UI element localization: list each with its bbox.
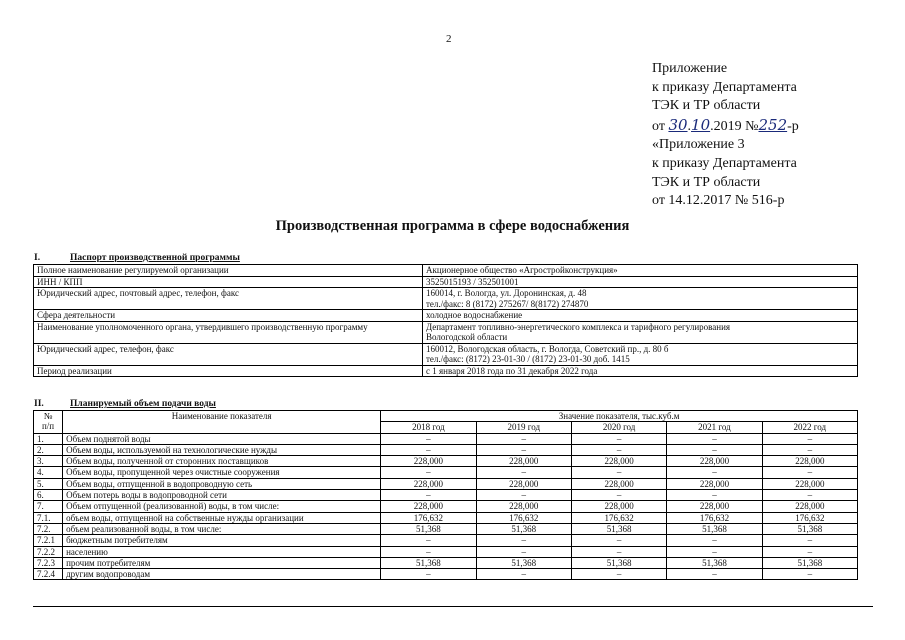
row-name: Объем воды, полученной от сторонних поставщиков — [63, 456, 381, 467]
table-row — [34, 546, 858, 557]
passport-label: Сфера деятельности — [34, 310, 423, 322]
value-cell: – — [571, 535, 666, 546]
header-name: Наименование показателя — [63, 411, 381, 434]
year-header: 2021 год — [667, 422, 762, 433]
value-cell: – — [762, 490, 857, 501]
value-cell: 228,000 — [667, 456, 762, 467]
passport-value — [423, 276, 858, 288]
table-row — [34, 490, 858, 501]
value-cell: – — [571, 433, 666, 444]
section-title: Паспорт производственной программы — [70, 253, 240, 263]
value-cell: – — [667, 546, 762, 557]
row-name: населению — [63, 546, 381, 557]
value-cell: – — [381, 467, 476, 478]
approval-line: от 14.12.2017 № 516-р — [652, 193, 785, 209]
row-number: 7.2. — [34, 523, 63, 534]
passport-label: Период реализации — [34, 365, 423, 377]
value-cell: – — [571, 490, 666, 501]
value-cell: 51,368 — [381, 557, 476, 568]
table-row — [34, 512, 858, 523]
value-cell: – — [667, 569, 762, 580]
approval-line: Приложение — [652, 61, 728, 76]
approval-line: к приказу Департамента — [652, 79, 797, 95]
value-cell: 228,000 — [381, 456, 476, 467]
value-cell: – — [476, 535, 571, 546]
value-cell: 51,368 — [476, 523, 571, 534]
value-cell: 228,000 — [762, 478, 857, 489]
passport-value-line: 160012, Вологодская область, г. Вологда, Советский пр., д. 80 б — [426, 343, 669, 354]
date-year: .2019 № — [710, 118, 759, 134]
row-number: 3. — [34, 456, 63, 467]
passport-value — [423, 310, 858, 322]
date-dot: . — [687, 118, 692, 134]
passport-value — [423, 343, 858, 365]
value-cell: – — [667, 490, 762, 501]
table-row — [34, 535, 858, 546]
value-cell: – — [571, 569, 666, 580]
value-cell: 228,000 — [476, 501, 571, 512]
row-number: 6. — [34, 490, 63, 501]
value-cell: – — [381, 569, 476, 580]
passport-value-line: 3525015193 / 352501001 — [426, 276, 519, 287]
row-number: 4. — [34, 467, 63, 478]
value-cell: – — [762, 569, 857, 580]
passport-value-line: Акционерное общество «Агростройконструкция» — [426, 265, 618, 275]
passport-value-line: тел./факс: (8172) 23-01-30 / (8172) 23-01-30 доб. 1415 — [426, 354, 630, 364]
row-number: 5. — [34, 478, 63, 489]
row-name: Объем воды, отпущенной в водопроводную сеть — [63, 478, 381, 489]
table-row — [34, 365, 858, 377]
passport-table — [33, 264, 858, 377]
row-name: Объем поднятой воды — [63, 433, 381, 444]
value-cell: 51,368 — [381, 523, 476, 534]
table-row — [34, 343, 858, 365]
passport-value-line: холодное водоснабжение — [426, 310, 523, 320]
passport-value — [423, 321, 858, 343]
value-cell: – — [762, 535, 857, 546]
section-number: I. — [34, 253, 41, 263]
row-name: объем реализованной воды, в том числе: — [63, 523, 381, 534]
passport-value — [423, 265, 858, 277]
section-title: Планируемый объем подачи воды — [70, 399, 216, 409]
section-1-heading — [34, 253, 240, 263]
value-cell: 51,368 — [571, 557, 666, 568]
passport-value — [423, 365, 858, 377]
value-cell: – — [381, 490, 476, 501]
passport-label: Юридический адрес, почтовый адрес, телефон, факс — [34, 288, 423, 310]
value-cell: – — [667, 433, 762, 444]
approval-line: ТЭК и ТР области — [652, 174, 761, 190]
handwritten-number: 252 — [758, 115, 788, 134]
row-name: Объем воды, пропущенной через очистные сооружения — [63, 467, 381, 478]
table-row — [34, 456, 858, 467]
row-name: бюджетным потребителям — [63, 535, 381, 546]
value-cell: – — [381, 546, 476, 557]
value-cell: 228,000 — [571, 478, 666, 489]
header-num-line: п/п — [41, 421, 55, 432]
passport-value-line: тел./факс: 8 (8172) 275267/ 8(8172) 274870 — [426, 298, 589, 309]
value-cell: 51,368 — [762, 557, 857, 568]
handwritten-day: 30 — [668, 115, 688, 134]
value-cell: – — [476, 433, 571, 444]
value-cell: 51,368 — [762, 523, 857, 534]
header-num-line: № — [43, 411, 53, 421]
year-header: 2018 год — [381, 422, 476, 433]
value-cell: 228,000 — [667, 478, 762, 489]
value-cell: 228,000 — [381, 501, 476, 512]
row-name: объем воды, отпущенной на собственные нужды организации — [63, 512, 381, 523]
table-row — [34, 557, 858, 568]
value-cell: – — [762, 467, 857, 478]
passport-value-line: Вологодской области — [426, 332, 508, 342]
value-cell: 176,632 — [571, 512, 666, 523]
value-cell: – — [476, 569, 571, 580]
table-row — [34, 501, 858, 512]
table-row — [34, 444, 858, 455]
value-cell: – — [762, 444, 857, 455]
value-cell: – — [381, 535, 476, 546]
approval-line: «Приложение 3 — [652, 137, 745, 153]
row-name: Объем отпущенной (реализованной) воды, в том числе: — [63, 501, 381, 512]
approval-line: к приказу Департамента — [652, 155, 797, 171]
value-cell: 51,368 — [667, 523, 762, 534]
value-cell: 176,632 — [762, 512, 857, 523]
passport-label: Наименование уполномоченного органа, утвердившего производственную программу — [34, 321, 423, 343]
row-number: 1. — [34, 433, 63, 444]
value-cell: – — [667, 444, 762, 455]
approval-date-line — [652, 116, 799, 137]
passport-label: ИНН / КПП — [34, 276, 423, 288]
page-number: 2 — [446, 33, 452, 45]
table-row — [34, 310, 858, 322]
value-cell: 228,000 — [762, 501, 857, 512]
value-cell: – — [476, 490, 571, 501]
value-cell: – — [476, 444, 571, 455]
row-name: другим водопроводам — [63, 569, 381, 580]
document-title: Производственная программа в сфере водоснабжения — [275, 218, 630, 234]
value-cell: – — [762, 433, 857, 444]
table-row — [34, 321, 858, 343]
bottom-rule — [33, 606, 873, 607]
value-cell: – — [476, 467, 571, 478]
passport-value — [423, 288, 858, 310]
table-row — [34, 478, 858, 489]
value-cell: 176,632 — [476, 512, 571, 523]
value-cell: 51,368 — [476, 557, 571, 568]
value-cell: – — [667, 535, 762, 546]
value-cell: – — [381, 444, 476, 455]
passport-value-line: с 1 января 2018 года по 31 декабря 2022 года — [426, 365, 598, 376]
handwritten-month: 10 — [691, 115, 711, 134]
value-cell: 51,368 — [667, 557, 762, 568]
value-cell: 228,000 — [476, 456, 571, 467]
section-2-heading — [34, 399, 216, 409]
value-cell: – — [571, 546, 666, 557]
passport-value-line: Департамент топливно-энергетического комплекса и тарифного регулирования — [426, 321, 731, 332]
value-cell: – — [667, 467, 762, 478]
passport-label: Полное наименование регулируемой организации — [34, 265, 423, 277]
date-prefix: от — [652, 118, 669, 134]
passport-label: Юридический адрес, телефон, факс — [34, 343, 423, 365]
value-cell: 176,632 — [667, 512, 762, 523]
passport-value-line: 160014, г. Вологда, ул. Доронинская, д. 48 — [426, 288, 587, 298]
approval-line: ТЭК и ТР области — [652, 98, 761, 114]
table-row — [34, 467, 858, 478]
value-cell: 228,000 — [476, 478, 571, 489]
table-row — [34, 433, 858, 444]
section-number: II. — [34, 399, 44, 409]
row-name: прочим потребителям — [63, 557, 381, 568]
header-number — [34, 411, 63, 434]
value-cell: 51,368 — [571, 523, 666, 534]
order-suffix: -р — [787, 118, 799, 134]
value-cell: 228,000 — [667, 501, 762, 512]
header-value: Значение показателя, тыс.куб.м — [381, 411, 858, 422]
table-row — [34, 276, 858, 288]
value-cell: – — [571, 467, 666, 478]
table-row — [34, 523, 858, 534]
value-cell: – — [762, 546, 857, 557]
water-volume-table — [33, 410, 858, 580]
year-header: 2022 год — [762, 422, 857, 433]
table-header-row — [34, 411, 858, 422]
value-cell: 228,000 — [762, 456, 857, 467]
value-cell: 228,000 — [571, 456, 666, 467]
table-row — [34, 288, 858, 310]
row-name: Объем потерь воды в водопроводной сети — [63, 490, 381, 501]
row-number: 7.2.3 — [34, 557, 63, 568]
table-row — [34, 265, 858, 277]
row-number: 2. — [34, 444, 63, 455]
value-cell: – — [381, 433, 476, 444]
row-number: 7. — [34, 501, 63, 512]
row-number: 7.2.4 — [34, 569, 63, 580]
value-cell: 176,632 — [381, 512, 476, 523]
value-cell: 228,000 — [571, 501, 666, 512]
table-row — [34, 569, 858, 580]
value-cell: – — [571, 444, 666, 455]
year-header: 2019 год — [476, 422, 571, 433]
row-number: 7.2.2 — [34, 546, 63, 557]
row-name: Объем воды, используемой на технологические нужды — [63, 444, 381, 455]
row-number: 7.1. — [34, 512, 63, 523]
value-cell: 228,000 — [381, 478, 476, 489]
row-number: 7.2.1 — [34, 535, 63, 546]
year-header: 2020 год — [571, 422, 666, 433]
value-cell: – — [476, 546, 571, 557]
approval-block — [652, 60, 799, 211]
